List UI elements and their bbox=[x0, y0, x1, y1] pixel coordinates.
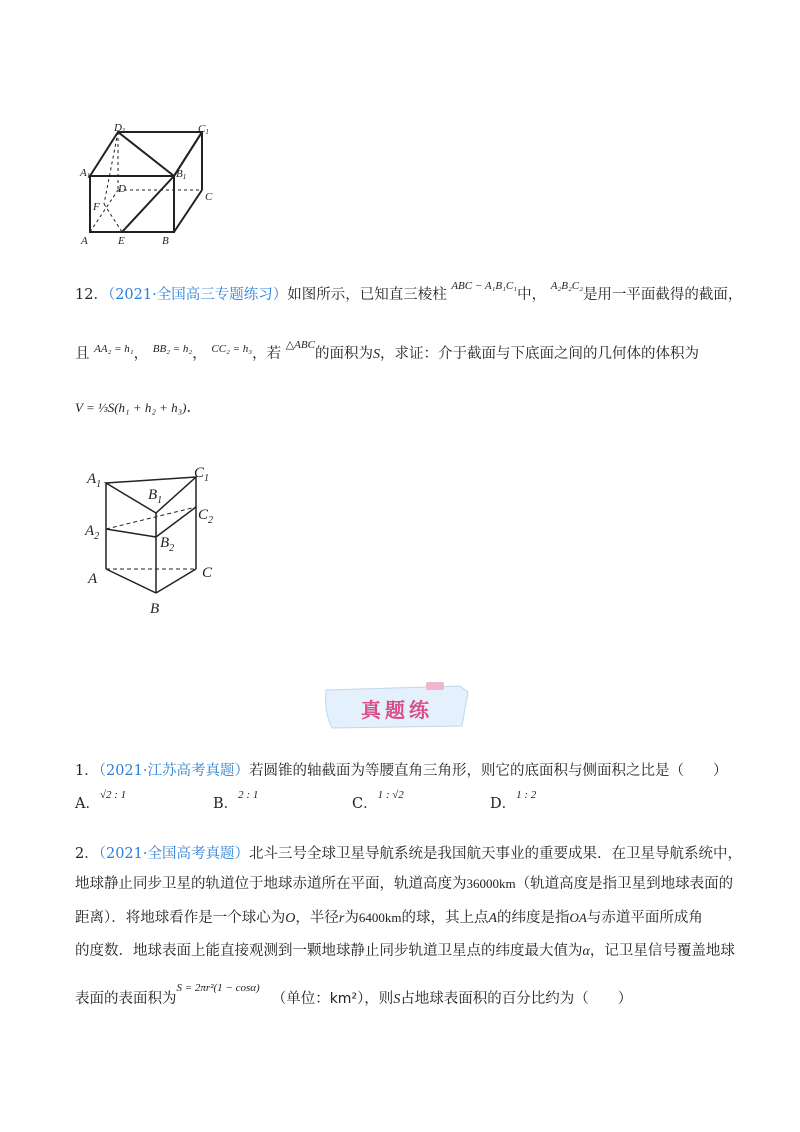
option-label: A． bbox=[75, 796, 100, 812]
label-D: D bbox=[118, 183, 126, 195]
math-OA: OA bbox=[569, 910, 587, 925]
option-label: C． bbox=[352, 796, 378, 812]
figure-triangular-prism bbox=[82, 463, 232, 623]
text: 的球，其上点 bbox=[401, 910, 489, 926]
text: ， bbox=[192, 346, 207, 362]
text: ，求证：介于截面与下底面之间的几何体的体积为 bbox=[379, 346, 699, 362]
text: 北斗三号全球卫星导航系统是我国航天事业的重要成果．在卫星导航系统中， bbox=[249, 846, 742, 862]
label-C1: C1 bbox=[198, 123, 209, 136]
q12-line1 bbox=[75, 280, 743, 304]
text: 地球静止同步卫星的轨道位于地球赤道所在平面，轨道高度为 bbox=[75, 876, 467, 892]
q2-line3 bbox=[75, 906, 703, 927]
label-B: B bbox=[162, 235, 169, 247]
math-cc2: CC₂ = h₃ bbox=[211, 343, 253, 355]
text: 与赤道平面所成角 bbox=[586, 910, 703, 926]
question-source: （2021·江苏高考真题） bbox=[98, 763, 249, 779]
option-b[interactable] bbox=[213, 789, 259, 813]
text: ，记卫星信号覆盖地球 bbox=[589, 943, 735, 959]
question-number: 1． bbox=[75, 763, 99, 779]
label-C: C bbox=[205, 191, 213, 203]
question-number: 12． bbox=[75, 287, 108, 303]
question-source: （2021·全国高三专题练习） bbox=[107, 287, 288, 303]
text: 占地球表面积的百分比约为（ ） bbox=[400, 991, 633, 1007]
math-triangle: △ABC bbox=[285, 339, 315, 351]
option-label: D． bbox=[490, 796, 517, 812]
text: 的纬度是指 bbox=[497, 910, 570, 926]
option-value: 1 : √2 bbox=[377, 789, 404, 801]
text: ，若 bbox=[252, 346, 282, 362]
option-c[interactable] bbox=[352, 789, 404, 813]
text: （单位： bbox=[271, 991, 330, 1007]
math-radius: 6400km bbox=[358, 910, 402, 925]
unit-km2: km² bbox=[329, 991, 358, 1007]
math-aa2: AA₂ = h₁ bbox=[94, 343, 134, 355]
banner-title: 真题练 bbox=[361, 698, 433, 722]
math-bb2: BB₂ = h₂ bbox=[152, 343, 193, 355]
label-A1: A1 bbox=[80, 167, 91, 180]
option-label: B． bbox=[213, 796, 239, 812]
label-C: C bbox=[202, 565, 213, 581]
label-B: B bbox=[150, 601, 160, 617]
q2-line2 bbox=[75, 872, 733, 893]
question-source: （2021·全国高考真题） bbox=[98, 846, 249, 862]
label-E: E bbox=[118, 235, 125, 247]
label-B1: $B_1$ bbox=[148, 487, 163, 506]
text: 是用一平面截得的截面， bbox=[582, 287, 743, 303]
text: 如图所示，已知直三棱柱 bbox=[287, 287, 447, 303]
option-d[interactable] bbox=[490, 789, 537, 813]
text: . bbox=[186, 400, 192, 416]
figure-cuboid bbox=[78, 120, 218, 260]
option-value: 1 : 2 bbox=[516, 789, 537, 801]
math-A: A bbox=[488, 911, 498, 926]
text: ， bbox=[133, 346, 149, 362]
math-S: S bbox=[393, 992, 401, 1007]
math-r: r bbox=[338, 911, 345, 926]
text: 为 bbox=[344, 910, 359, 926]
section-banner bbox=[322, 682, 472, 732]
option-value: 2 : 1 bbox=[238, 789, 259, 801]
label-C1: $C_1$ bbox=[194, 465, 210, 484]
q12-line3 bbox=[75, 400, 191, 416]
math-alpha: α bbox=[582, 944, 590, 959]
math-section: A₂B₂C₂ bbox=[550, 280, 583, 292]
text: 的面积为 bbox=[314, 346, 373, 362]
text: 表面的表面积为 bbox=[75, 991, 177, 1007]
label-F: F bbox=[93, 201, 100, 213]
label-A: A bbox=[81, 235, 88, 247]
text: （轨道高度是指卫星到地球表面的 bbox=[515, 876, 734, 892]
label-B2: $B_2$ bbox=[160, 535, 175, 554]
option-a[interactable] bbox=[75, 789, 127, 813]
text: 且 bbox=[75, 346, 90, 362]
q2-line5 bbox=[75, 982, 633, 1008]
label-B1: B1 bbox=[176, 168, 187, 181]
math-prism: ABC − A₁B₁C₁ bbox=[451, 280, 518, 292]
label-A2: $A_2$ bbox=[85, 523, 100, 542]
q2-line4 bbox=[75, 939, 735, 960]
question-number: 2． bbox=[75, 846, 99, 862]
label-A: A bbox=[88, 571, 98, 587]
math-volume: V = ⅓S(h₁ + h₂ + h₃) bbox=[75, 400, 187, 415]
label-D1: D1 bbox=[114, 122, 126, 135]
label-A1: $A_1$ bbox=[87, 471, 102, 490]
option-value: √2 : 1 bbox=[99, 789, 127, 801]
text: ），则 bbox=[357, 991, 394, 1007]
text: ，半径 bbox=[295, 910, 339, 926]
math-area: S = 2πr²(1 − cosα) bbox=[176, 982, 260, 994]
q12-line2 bbox=[75, 339, 699, 363]
math-S: S bbox=[372, 347, 380, 362]
label-C2: $C_2$ bbox=[198, 507, 214, 526]
math-O: O bbox=[285, 911, 296, 926]
q2-line1 bbox=[75, 842, 742, 863]
text: 的度数．地球表面上能直接观测到一颗地球静止同步轨道卫星点的纬度最大值为 bbox=[75, 943, 583, 959]
math-height: 36000km bbox=[466, 876, 516, 891]
q1-line1 bbox=[75, 759, 728, 780]
question-text: 若圆锥的轴截面为等腰直角三角形，则它的底面积与侧面积之比是（ ） bbox=[249, 763, 728, 779]
text: 中， bbox=[517, 287, 547, 303]
text: 距离）．将地球看作是一个球心为 bbox=[75, 910, 286, 926]
